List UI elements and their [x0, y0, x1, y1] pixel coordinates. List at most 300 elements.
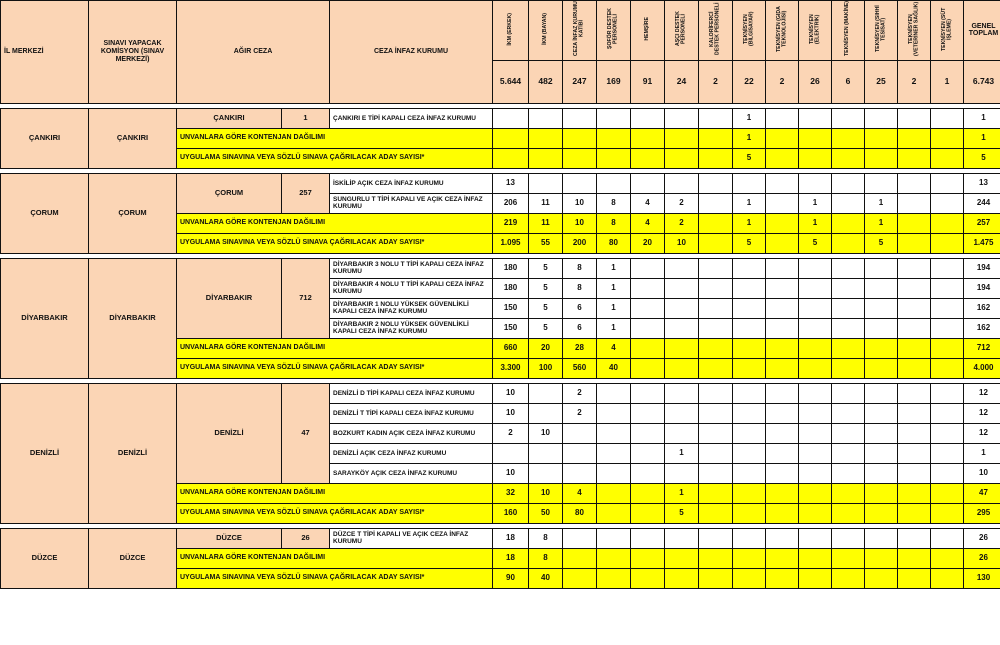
row-total-cell: 26	[964, 528, 1000, 548]
dagilim-value	[931, 548, 964, 568]
value-cell	[898, 443, 931, 463]
row-total-cell: 1	[964, 108, 1000, 128]
cagrilacak-label: UYGULAMA SINAVINA VEYA SÖZLÜ SINAVA ÇAĞRILACAK ADAY SAYISI*	[177, 148, 493, 168]
cagrilacak-value: 3.300	[493, 358, 529, 378]
header-total-2: 247	[563, 60, 597, 103]
agir-ceza-cell: DÜZCE	[177, 528, 282, 548]
header-title-10	[832, 1, 865, 61]
value-cell	[631, 318, 665, 338]
dagilim-value	[799, 483, 832, 503]
cagrilacak-value	[699, 148, 733, 168]
header-total-6: 2	[699, 60, 733, 103]
kurum-cell: DENİZLİ T TİPİ KAPALI CEZA İNFAZ KURUMU	[330, 403, 493, 423]
header-title-text: İKM (BAYAN)	[541, 13, 548, 45]
value-cell: 11	[529, 193, 563, 213]
value-cell	[931, 108, 964, 128]
value-cell: 5	[529, 298, 563, 318]
dagilim-value: 1	[733, 128, 766, 148]
cagrilacak-value	[766, 148, 799, 168]
dagilim-value	[766, 483, 799, 503]
header-total-13: 1	[931, 60, 964, 103]
table-row	[1, 108, 1000, 128]
value-cell: 1	[597, 258, 631, 278]
value-cell	[597, 108, 631, 128]
kurum-cell: SARAYKÖY AÇIK CEZA İNFAZ KURUMU	[330, 463, 493, 483]
value-cell: 2	[563, 403, 597, 423]
value-cell	[699, 298, 733, 318]
il-merkezi-cell: DÜZCE	[1, 528, 89, 588]
komisyon-cell: DENİZLİ	[89, 383, 177, 523]
table-row	[1, 173, 1000, 193]
header-kurum: CEZA İNFAZ KURUMU	[330, 1, 493, 104]
dagilim-value	[898, 338, 931, 358]
cagrilacak-value	[898, 148, 931, 168]
cagrilacak-value	[631, 568, 665, 588]
value-cell	[699, 258, 733, 278]
value-cell	[699, 383, 733, 403]
value-cell	[631, 463, 665, 483]
agir-ceza-no: 257	[282, 173, 330, 213]
cagrilacak-value	[832, 233, 865, 253]
dagilim-value	[699, 483, 733, 503]
header-title-text: TEKNİSYEN (SÜT İŞLEME)	[940, 7, 952, 51]
value-cell	[733, 403, 766, 423]
cagrilacak-value: 80	[597, 233, 631, 253]
cagrilacak-value	[665, 148, 699, 168]
cagrilacak-value	[699, 568, 733, 588]
value-cell: 18	[493, 528, 529, 548]
value-cell	[931, 278, 964, 298]
row-total-cell: 13	[964, 173, 1000, 193]
header-total-0: 5.644	[493, 60, 529, 103]
value-cell	[733, 278, 766, 298]
header-title-text: TEKNİSYEN (VETERİNER SAĞLIK)	[907, 1, 919, 57]
value-cell	[631, 298, 665, 318]
cagrilacak-total: 4.000	[964, 358, 1000, 378]
header-total-12: 2	[898, 60, 931, 103]
dagilim-value: 2	[665, 213, 699, 233]
value-cell	[799, 423, 832, 443]
dagilim-value	[799, 548, 832, 568]
value-cell	[898, 423, 931, 443]
value-cell: 1	[733, 108, 766, 128]
cagrilacak-value	[733, 503, 766, 523]
value-cell	[865, 463, 898, 483]
value-cell	[865, 403, 898, 423]
value-cell: 10	[493, 383, 529, 403]
cagrilacak-value	[898, 358, 931, 378]
kurum-cell: DİYARBAKIR 4 NOLU T TİPİ KAPALI CEZA İNFAZ KURUMU	[330, 278, 493, 298]
cagrilacak-value	[898, 233, 931, 253]
dagilim-value	[631, 128, 665, 148]
value-cell	[665, 383, 699, 403]
value-cell	[563, 108, 597, 128]
agir-ceza-cell: ÇORUM	[177, 173, 282, 213]
cagrilacak-value: 55	[529, 233, 563, 253]
value-cell	[931, 173, 964, 193]
header-title-2	[563, 1, 597, 61]
value-cell	[832, 423, 865, 443]
value-cell	[733, 298, 766, 318]
header-title-0	[493, 1, 529, 61]
value-cell	[898, 173, 931, 193]
cagrilacak-value	[766, 233, 799, 253]
value-cell	[799, 258, 832, 278]
value-cell	[631, 383, 665, 403]
row-total-cell: 10	[964, 463, 1000, 483]
header-title-text: AŞÇI DESTEK PERSONELİ	[675, 11, 687, 47]
value-cell	[832, 383, 865, 403]
cagrilacak-value	[733, 568, 766, 588]
kurum-cell: DİYARBAKIR 2 NOLU YÜKSEK GÜVENLİKLİ KAPALI CEZA İNFAZ KURUMU	[330, 318, 493, 338]
cagrilacak-value	[931, 358, 964, 378]
dagilim-value: 8	[597, 213, 631, 233]
value-cell	[631, 278, 665, 298]
dagilim-value: 11	[529, 213, 563, 233]
header-title-text: TEKNİSYEN (MAKİNE)	[844, 1, 851, 57]
dagilim-value: 20	[529, 338, 563, 358]
value-cell: 2	[493, 423, 529, 443]
dagilim-value: 1	[865, 213, 898, 233]
value-cell: 13	[493, 173, 529, 193]
cagrilacak-value	[529, 148, 563, 168]
value-cell	[931, 318, 964, 338]
dagilim-value	[493, 128, 529, 148]
dagilim-value: 8	[529, 548, 563, 568]
cagrilacak-value	[733, 358, 766, 378]
komisyon-cell: DÜZCE	[89, 528, 177, 588]
value-cell	[799, 278, 832, 298]
agir-ceza-no: 47	[282, 383, 330, 483]
dagilim-value: 1	[733, 213, 766, 233]
dagilim-value	[665, 338, 699, 358]
value-cell	[832, 278, 865, 298]
value-cell: 8	[597, 193, 631, 213]
cagrilacak-value: 5	[733, 148, 766, 168]
value-cell	[799, 318, 832, 338]
value-cell	[865, 528, 898, 548]
value-cell	[799, 298, 832, 318]
value-cell	[832, 108, 865, 128]
value-cell	[931, 258, 964, 278]
cagrilacak-value	[766, 568, 799, 588]
dagilim-value	[597, 128, 631, 148]
value-cell	[563, 443, 597, 463]
value-cell	[699, 108, 733, 128]
dagilim-value	[733, 338, 766, 358]
dagilim-label: UNVANLARA GÖRE KONTENJAN DAĞILIMI	[177, 548, 493, 568]
dagilim-value: 660	[493, 338, 529, 358]
cagrilacak-value: 50	[529, 503, 563, 523]
dagilim-value	[766, 338, 799, 358]
value-cell: 1	[865, 193, 898, 213]
value-cell	[931, 528, 964, 548]
value-cell	[699, 528, 733, 548]
cagrilacak-total: 5	[964, 148, 1000, 168]
dagilim-value	[631, 338, 665, 358]
value-cell	[799, 463, 832, 483]
value-cell	[563, 463, 597, 483]
cagrilacak-value	[631, 148, 665, 168]
value-cell	[493, 443, 529, 463]
cagrilacak-value	[766, 503, 799, 523]
cagrilacak-value: 80	[563, 503, 597, 523]
agir-ceza-cell: DENİZLİ	[177, 383, 282, 483]
value-cell: 8	[529, 528, 563, 548]
header-komisyon: SINAVI YAPACAK KOMİSYON (SINAV MERKEZİ)	[89, 1, 177, 104]
value-cell	[563, 423, 597, 443]
kurum-cell: ÇANKIRI E TİPİ KAPALI CEZA İNFAZ KURUMU	[330, 108, 493, 128]
value-cell	[665, 258, 699, 278]
value-cell	[597, 173, 631, 193]
cagrilacak-value: 5	[665, 503, 699, 523]
row-total-cell: 162	[964, 318, 1000, 338]
dagilim-value	[832, 213, 865, 233]
cagrilacak-value	[865, 503, 898, 523]
value-cell	[898, 278, 931, 298]
value-cell	[631, 173, 665, 193]
value-cell	[529, 443, 563, 463]
komisyon-cell: ÇANKIRI	[89, 108, 177, 168]
value-cell	[699, 193, 733, 213]
komisyon-cell: ÇORUM	[89, 173, 177, 253]
dagilim-value	[865, 483, 898, 503]
value-cell	[766, 528, 799, 548]
value-cell: 5	[529, 258, 563, 278]
value-cell: 1	[597, 278, 631, 298]
value-cell	[832, 463, 865, 483]
dagilim-value	[898, 548, 931, 568]
value-cell	[665, 463, 699, 483]
header-total-4: 91	[631, 60, 665, 103]
value-cell	[597, 383, 631, 403]
komisyon-cell: DİYARBAKIR	[89, 258, 177, 378]
dagilim-value	[665, 128, 699, 148]
value-cell	[631, 108, 665, 128]
cagrilacak-value	[931, 503, 964, 523]
header-total-10: 6	[832, 60, 865, 103]
dagilim-value	[931, 483, 964, 503]
cagrilacak-value: 5	[733, 233, 766, 253]
value-cell	[898, 463, 931, 483]
cagrilacak-value	[898, 503, 931, 523]
value-cell	[898, 108, 931, 128]
value-cell	[631, 258, 665, 278]
dagilim-value	[733, 483, 766, 503]
cagrilacak-value	[597, 568, 631, 588]
cagrilacak-value	[597, 148, 631, 168]
cagrilacak-value: 10	[665, 233, 699, 253]
value-cell	[766, 278, 799, 298]
value-cell: 10	[493, 403, 529, 423]
dagilim-value	[699, 548, 733, 568]
value-cell: 10	[493, 463, 529, 483]
value-cell: 2	[665, 193, 699, 213]
kurum-cell: DÜZCE T TİPİ KAPALI VE AÇIK CEZA İNFAZ KURUMU	[330, 528, 493, 548]
dagilim-value	[699, 213, 733, 233]
value-cell	[931, 193, 964, 213]
value-cell: 1	[799, 193, 832, 213]
header-total-11: 25	[865, 60, 898, 103]
dagilim-value	[597, 483, 631, 503]
dagilim-value: 1	[665, 483, 699, 503]
value-cell	[733, 463, 766, 483]
row-total-cell: 194	[964, 278, 1000, 298]
value-cell	[733, 318, 766, 338]
cagrilacak-value	[799, 148, 832, 168]
dagilim-value: 219	[493, 213, 529, 233]
kurum-cell: DİYARBAKIR 1 NOLU YÜKSEK GÜVENLİKLİ KAPALI CEZA İNFAZ KURUMU	[330, 298, 493, 318]
il-merkezi-cell: ÇANKIRI	[1, 108, 89, 168]
agir-ceza-cell: DİYARBAKIR	[177, 258, 282, 338]
value-cell	[865, 318, 898, 338]
cagrilacak-value	[631, 503, 665, 523]
value-cell	[529, 463, 563, 483]
value-cell	[766, 173, 799, 193]
value-cell: 2	[563, 383, 597, 403]
header-total-14: 6.743	[964, 60, 1000, 103]
value-cell	[699, 423, 733, 443]
value-cell	[699, 443, 733, 463]
cagrilacak-value	[766, 358, 799, 378]
agir-ceza-no: 1	[282, 108, 330, 128]
il-merkezi-cell: DİYARBAKIR	[1, 258, 89, 378]
header-agir-ceza: AĞIR CEZA	[177, 1, 330, 104]
value-cell	[865, 383, 898, 403]
value-cell	[766, 423, 799, 443]
value-cell	[766, 443, 799, 463]
cagrilacak-value	[898, 568, 931, 588]
value-cell	[665, 298, 699, 318]
header-il-merkezi: İL MERKEZİ	[1, 1, 89, 104]
cagrilacak-value	[865, 148, 898, 168]
value-cell	[898, 403, 931, 423]
dagilim-value: 10	[563, 213, 597, 233]
dagilim-value	[766, 548, 799, 568]
header-title-7	[733, 1, 766, 61]
value-cell	[931, 423, 964, 443]
cagrilacak-value	[865, 358, 898, 378]
value-cell	[699, 403, 733, 423]
cagrilacak-value	[665, 568, 699, 588]
value-cell	[931, 463, 964, 483]
cagrilacak-value: 5	[799, 233, 832, 253]
header-title-text: CEZA İNFAZ KURUMU KATİBİ	[573, 1, 585, 57]
table-row	[1, 258, 1000, 278]
header-title-12	[898, 1, 931, 61]
row-total-cell: 12	[964, 383, 1000, 403]
cagrilacak-value	[699, 233, 733, 253]
header-title-5	[665, 1, 699, 61]
dagilim-total: 712	[964, 338, 1000, 358]
value-cell	[699, 278, 733, 298]
cagrilacak-value: 560	[563, 358, 597, 378]
dagilim-value	[563, 548, 597, 568]
dagilim-value	[898, 213, 931, 233]
dagilim-value	[898, 128, 931, 148]
header-genel-toplam: GENEL TOPLAM	[964, 1, 1000, 61]
value-cell	[733, 173, 766, 193]
cagrilacak-value: 5	[865, 233, 898, 253]
dagilim-value	[665, 548, 699, 568]
cagrilacak-value	[493, 148, 529, 168]
value-cell	[865, 298, 898, 318]
header-title-text: KALORİFERCİ DESTEK PERSONELİ	[709, 2, 721, 56]
cagrilacak-value	[563, 568, 597, 588]
value-cell	[799, 528, 832, 548]
kurum-cell: DENİZLİ D TİPİ KAPALI CEZA İNFAZ KURUMU	[330, 383, 493, 403]
table-row	[1, 528, 1000, 548]
dagilim-total: 257	[964, 213, 1000, 233]
cagrilacak-value	[631, 358, 665, 378]
value-cell	[898, 193, 931, 213]
value-cell	[832, 173, 865, 193]
dagilim-value	[733, 548, 766, 568]
dagilim-value	[563, 128, 597, 148]
value-cell	[898, 528, 931, 548]
value-cell	[799, 173, 832, 193]
header-title-13	[931, 1, 964, 61]
value-cell	[832, 298, 865, 318]
value-cell	[832, 193, 865, 213]
value-cell: 10	[529, 423, 563, 443]
value-cell	[931, 298, 964, 318]
value-cell	[799, 443, 832, 463]
value-cell: 8	[563, 258, 597, 278]
kurum-cell: DENİZLİ AÇIK CEZA İNFAZ KURUMU	[330, 443, 493, 463]
header-title-6	[699, 1, 733, 61]
header-title-text: TEKNİSYEN (ELEKTRİK)	[808, 14, 820, 44]
header-title-4	[631, 1, 665, 61]
value-cell	[631, 528, 665, 548]
cagrilacak-value: 90	[493, 568, 529, 588]
cagrilacak-value	[832, 148, 865, 168]
cagrilacak-label: UYGULAMA SINAVINA VEYA SÖZLÜ SINAVA ÇAĞRILACAK ADAY SAYISI*	[177, 503, 493, 523]
dagilim-value	[699, 338, 733, 358]
value-cell: 150	[493, 298, 529, 318]
header-title-text: İKM (ERKEK)	[506, 12, 513, 46]
value-cell	[766, 383, 799, 403]
value-cell: 5	[529, 318, 563, 338]
cagrilacak-value	[931, 568, 964, 588]
header-total-9: 26	[799, 60, 832, 103]
dagilim-value: 1	[799, 213, 832, 233]
row-total-cell: 194	[964, 258, 1000, 278]
cagrilacak-value	[799, 358, 832, 378]
dagilim-value	[699, 128, 733, 148]
value-cell	[766, 108, 799, 128]
cagrilacak-value: 200	[563, 233, 597, 253]
dagilim-value	[832, 483, 865, 503]
header-title-11	[865, 1, 898, 61]
dagilim-value	[766, 128, 799, 148]
value-cell: 4	[631, 193, 665, 213]
value-cell	[865, 173, 898, 193]
row-total-cell: 244	[964, 193, 1000, 213]
value-cell	[766, 318, 799, 338]
dagilim-value	[832, 338, 865, 358]
header-title-text: TEKNİSYEN (SIHHİ TESİSAT)	[874, 5, 886, 53]
value-cell	[597, 463, 631, 483]
value-cell	[665, 528, 699, 548]
value-cell	[563, 173, 597, 193]
dagilim-value	[865, 128, 898, 148]
value-cell	[799, 383, 832, 403]
dagilim-value: 18	[493, 548, 529, 568]
value-cell	[493, 108, 529, 128]
value-cell	[832, 528, 865, 548]
value-cell	[597, 403, 631, 423]
